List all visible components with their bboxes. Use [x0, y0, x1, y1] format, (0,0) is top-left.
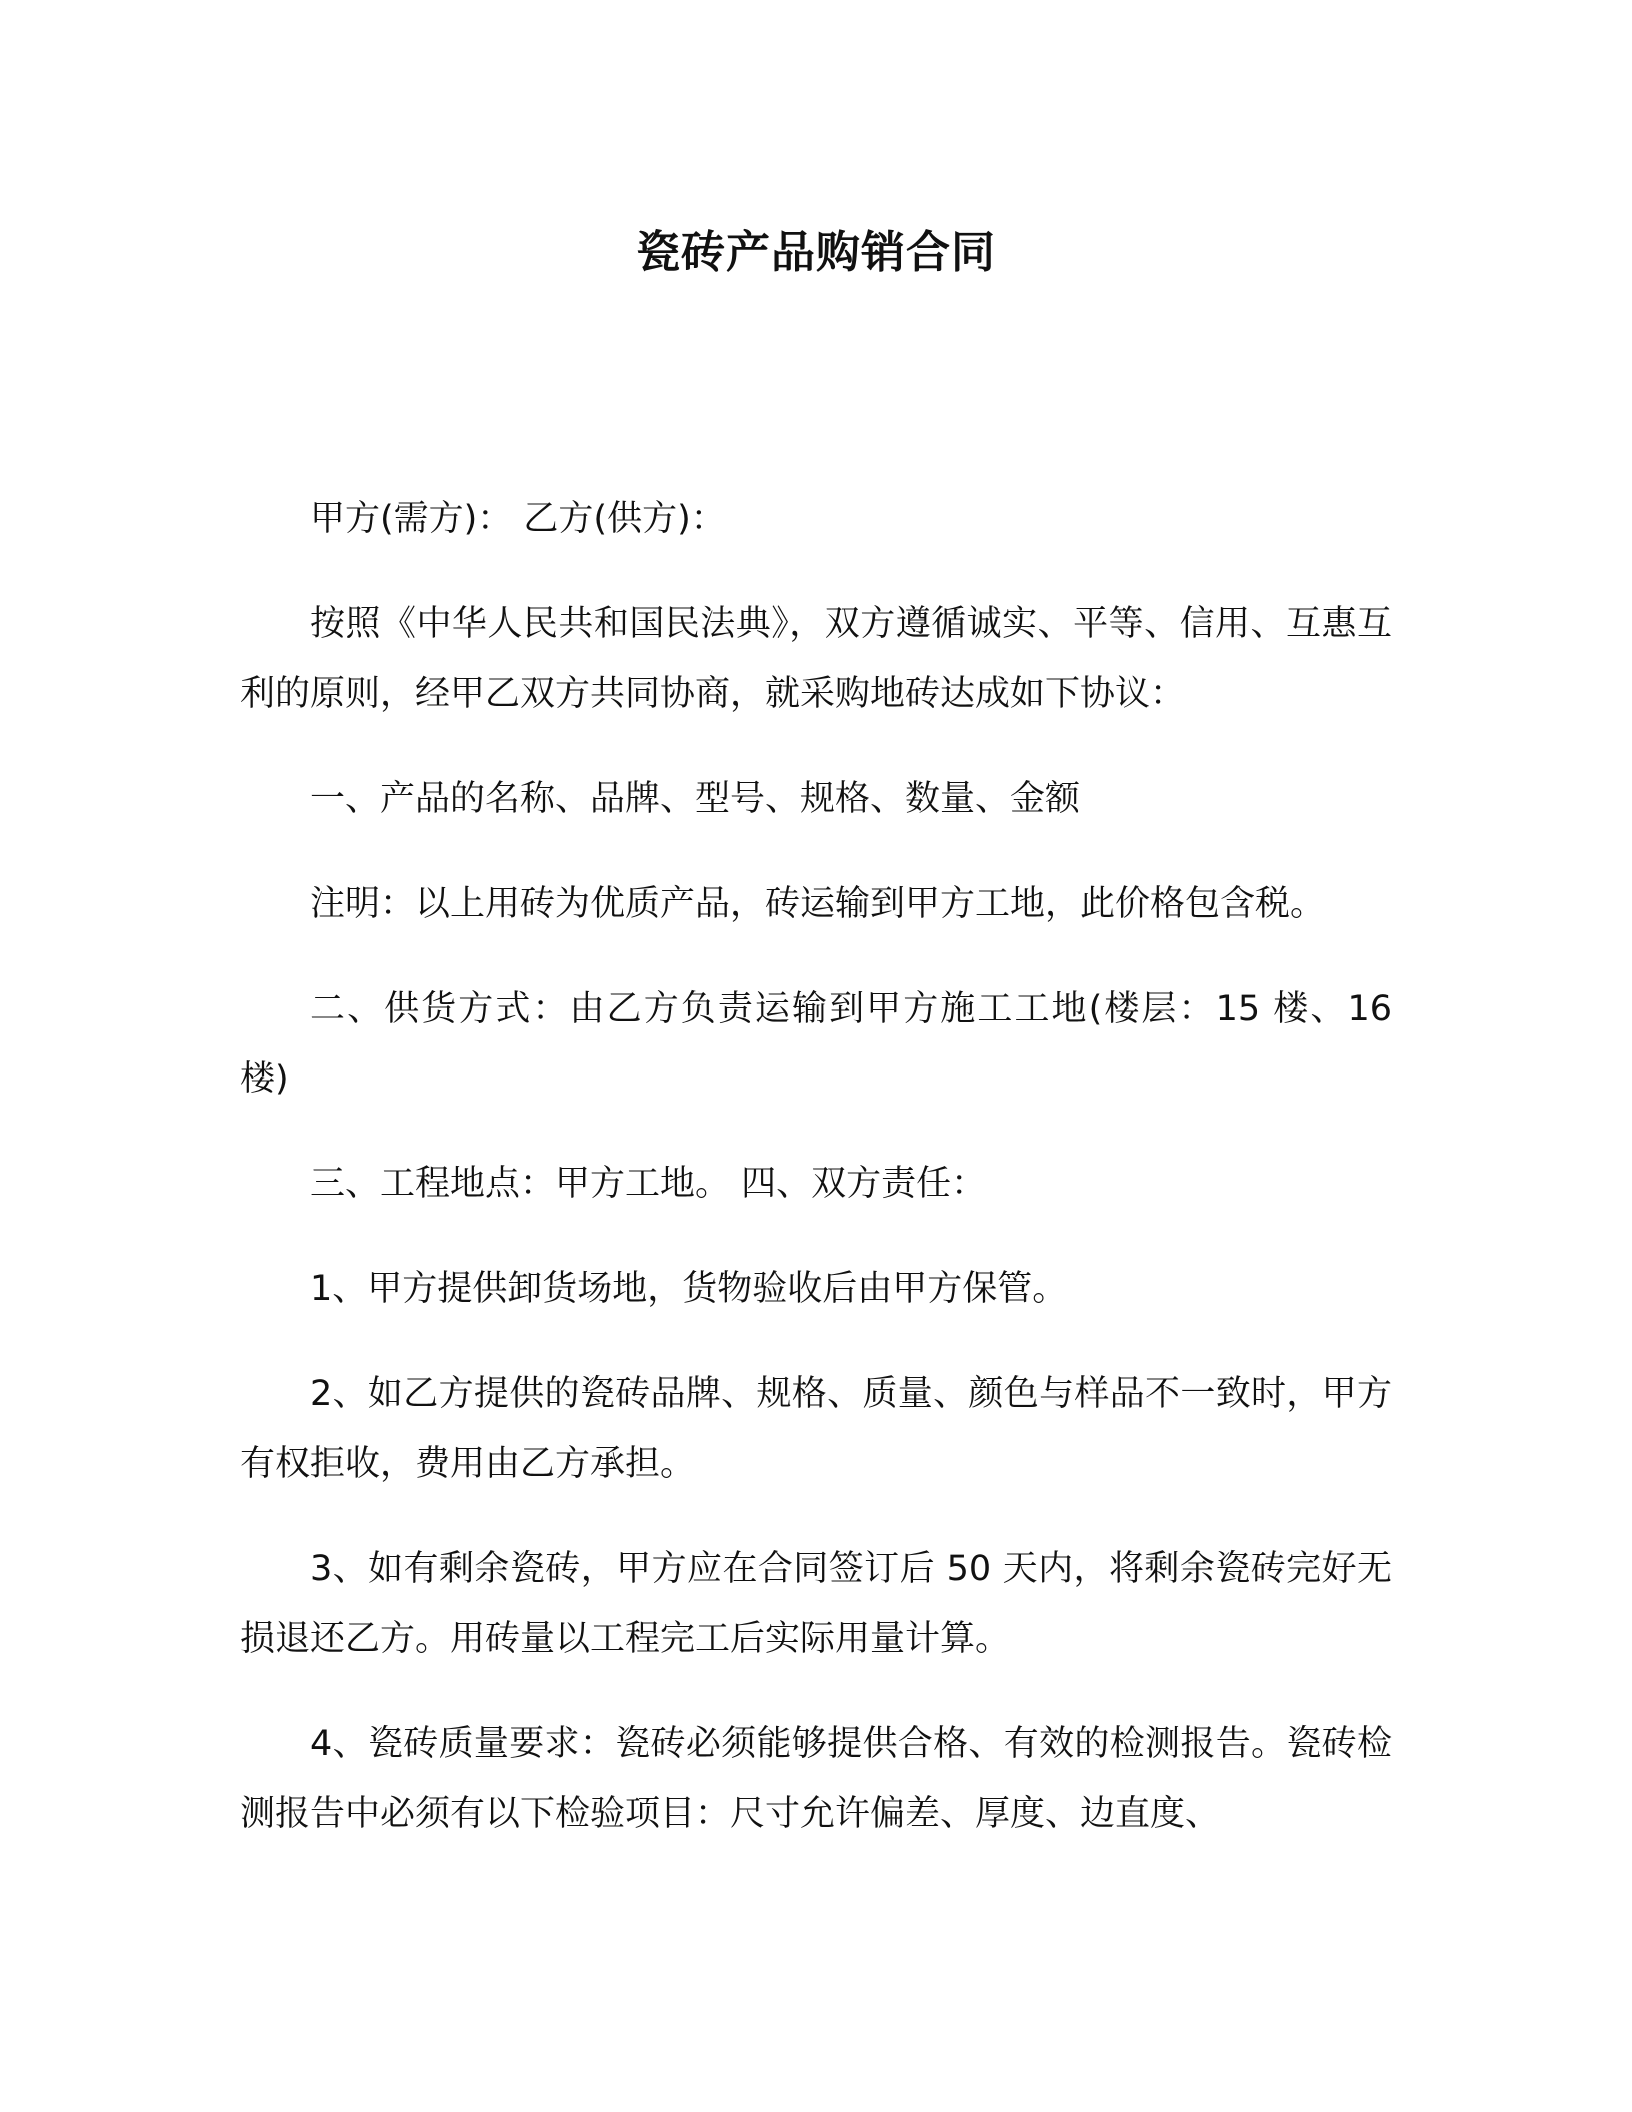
section-2-paragraph: 二、供货方式：由乙方负责运输到甲方施工工地(楼层：15 楼、16 楼) [240, 989, 1392, 1099]
section-1-heading: 一、产品的名称、品牌、型号、规格、数量、金额 [310, 779, 1081, 819]
document-body [240, 484, 1392, 1884]
clause-4-paragraph: 4、瓷砖质量要求：瓷砖必须能够提供合格、有效的检测报告。瓷砖检测报告中必须有以下检验项目：尺寸允许偏差、厚度、边直度、 [240, 1724, 1392, 1834]
document-title: 瓷砖产品购销合同 [636, 227, 996, 278]
clause-2-paragraph: 2、如乙方提供的瓷砖品牌、规格、质量、颜色与样品不一致时，甲方有权拒收，费用由乙方承担。 [240, 1374, 1392, 1484]
section-3-4-paragraph: 三、工程地点：甲方工地。 四、双方责任： [310, 1164, 987, 1204]
preamble-paragraph: 按照《中华人民共和国民法典》，双方遵循诚实、平等、信用、互惠互利的原则，经甲乙双方共同协商，就采购地砖达成如下协议： [240, 604, 1392, 714]
clause-1-paragraph: 1、甲方提供卸货场地，货物验收后由甲方保管。 [310, 1269, 1068, 1309]
note-paragraph: 注明：以上用砖为优质产品，砖运输到甲方工地，此价格包含税。 [310, 884, 1326, 924]
parties-line: 甲方(需方)： 乙方(供方)： [310, 499, 726, 539]
clause-3-paragraph: 3、如有剩余瓷砖，甲方应在合同签订后 50 天内，将剩余瓷砖完好无损退还乙方。用砖量以工程完工后实际用量计算。 [240, 1549, 1392, 1659]
